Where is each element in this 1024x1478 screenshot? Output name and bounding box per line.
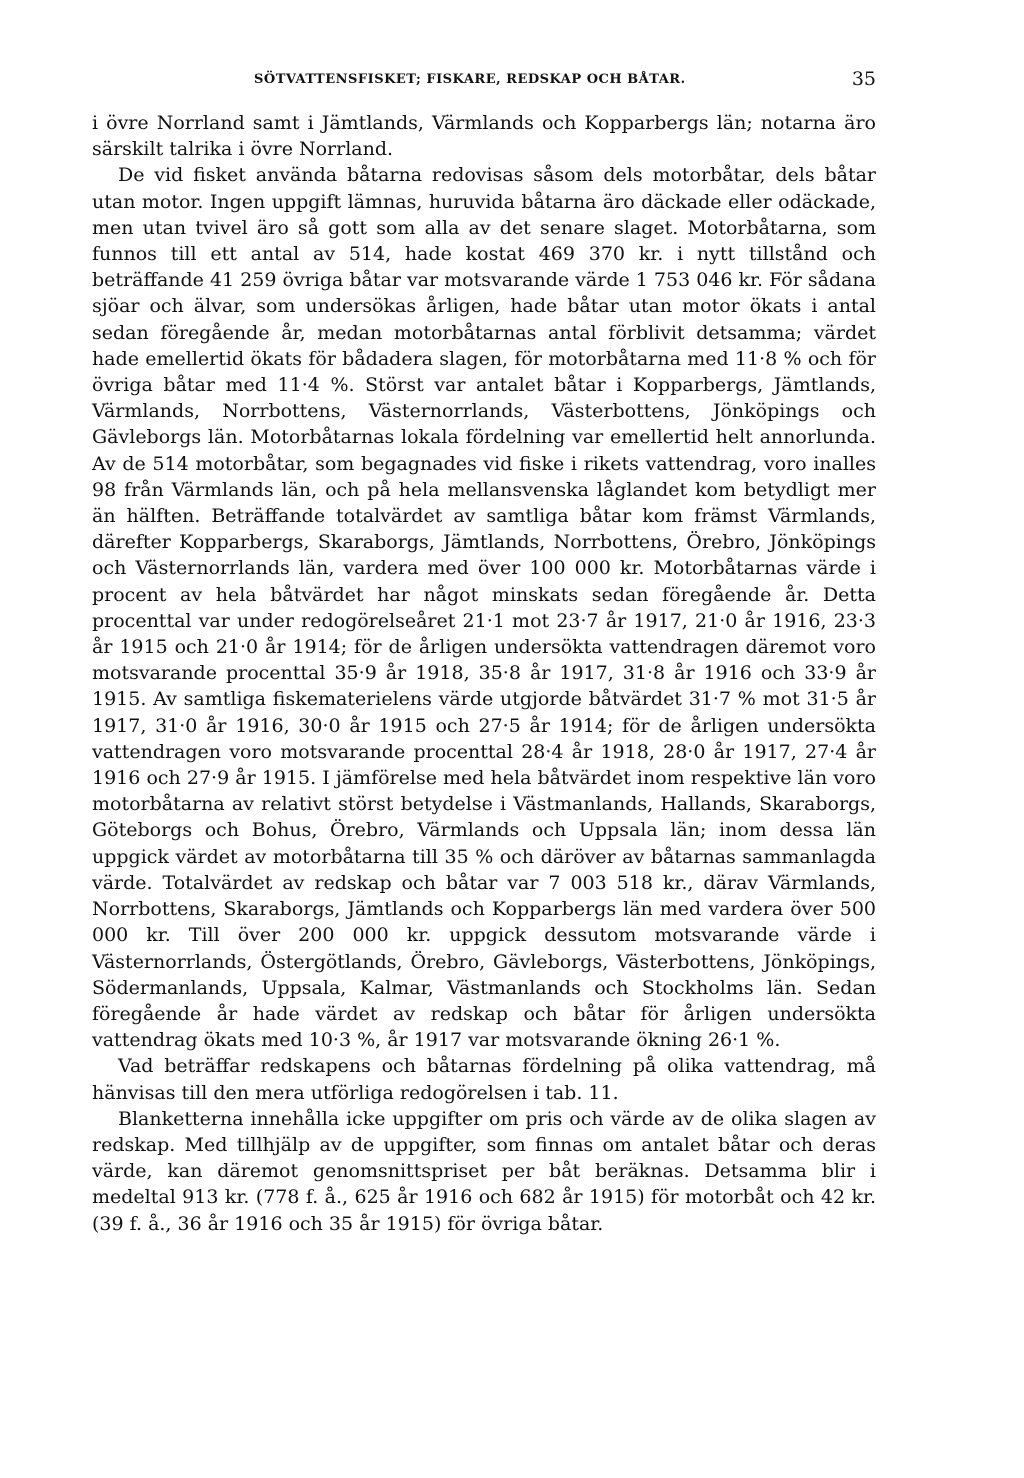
paragraph-2: De vid fisket använda båtarna redovisas såsom dels motorbåtar, dels båtar utan motor. Ingen uppgift lämnas, huruvida båtarna äro däckade eller odäckade, men utan tvivel äro så gott som alla av det senare slaget. Motorbåtarna, som funnos till ett antal av 514, hade kostat 469 370 kr. i nytt tillstånd och beträffande 41 259 övriga båtar var motsvarande värde 1 753 046 kr. För sådana sjöar och älvar, som undersökas årligen, hade båtar utan motor ökats i antal sedan föregående år, medan motorbåtarnas antal förblivit detsamma; värdet hade emellertid ökats för bådadera slagen, för motorbåtarna med 11·8 % och för övriga båtar med 11·4 %. Störst var antalet båtar i Kopparbergs, Jämtlands, Värmlands, Norrbottens, Västernorrlands, Västerbottens, Jönköpings och Gävleborgs län. Motorbåtarnas lokala fördelning var emellertid helt annorlunda. Av de 514 motorbåtar, som begagnades vid fiske i rikets vattendrag, voro inalles 98 från Värmlands län, och på hela mellansvenska låglandet kom betydligt mer än hälften. Beträffande totalvärdet av samtliga båtar kom främst Värmlands, därefter Kopparbergs, Skaraborgs, Jämtlands, Norrbottens, Örebro, Jönköpings och Västernorrlands län, vardera med över 100 000 kr. Motorbåtarnas värde i procent av hela båtvärdet har något minskats sedan föregående år. Detta procenttal var under redogörelseåret 21·1 mot 23·7 år 1917, 21·0 år 1916, 23·3 år 1915 och 21·0 år 1914; för de årligen undersökta vattendragen däremot voro motsvarande procenttal 35·9 år 1918, 35·8 år 1917, 31·8 år 1916 och 33·9 år 1915. Av samtliga fiskematerielens värde utgjorde båtvärdet 31·7 % mot 31·5 år 1917, 31·0 år 1916, 30·0 år 1915 och 27·5 år 1914; för de årligen undersökta vattendragen voro motsvarande procenttal 28·4 år 1918, 28·0 år 1917, 27·4 år 1916 och 27·9 år 1915. I jämförelse med hela båtvärdet inom respektive län voro motorbåtarna av relativt störst betydelse i Västmanlands, Hallands, Skaraborgs, Göteborgs och Bohus, Örebro, Värmlands och Uppsala län; inom dessa län uppgick värdet av motorbåtarna till 35 % och däröver av båtarnas sammanlagda värde. Totalvärdet av redskap och båtar var 7 003 518 kr., därav Värmlands, Norrbottens, Skaraborgs, Jämtlands och Kopparbergs län med vardera över 500 000 kr. Till över 200 000 kr. uppgick dessutom motsvarande värde i Västernorrlands, Östergötlands, Örebro, Gävleborgs, Västerbottens, Jönköpings, Södermanlands, Uppsala, Kalmar, Västmanlands och Stockholms län. Sedan föregående år hade värdet av redskap och båtar för årligen undersökta vattendrag ökats med 10·3 %, år 1917 var motsvarande ökning 26·1 %. bbox=[92, 164, 876, 1052]
running-title: SÖTVATTENSFISKET; FISKARE, REDSKAP OCH BÅTAR. bbox=[254, 72, 686, 87]
body-text bbox=[92, 110, 876, 1237]
page-number: 35 bbox=[851, 68, 876, 90]
document-page bbox=[92, 62, 876, 1237]
running-header bbox=[92, 62, 876, 102]
paragraph-4: Blanketterna innehålla icke uppgifter om pris och värde av de olika slagen av redskap. Med tillhjälp av de uppgifter, som finnas om antalet båtar och deras värde, kan däremot genomsnittspriset per båt beräknas. Detsamma blir i medeltal 913 kr. (778 f. å., 625 år 1916 och 682 år 1915) för motorbåt och 42 kr. (39 f. å., 36 år 1916 och 35 år 1915) för övriga båtar. bbox=[92, 1107, 876, 1235]
paragraph-1: i övre Norrland samt i Jämtlands, Värmlands och Kopparbergs län; notarna äro särskilt talrika i övre Norrland. bbox=[92, 112, 876, 161]
paragraph-3: Vad beträffar redskapens och båtarnas fördelning på olika vattendrag, må hänvisas till den mera utförliga redogörelsen i tab. 11. bbox=[92, 1055, 876, 1104]
